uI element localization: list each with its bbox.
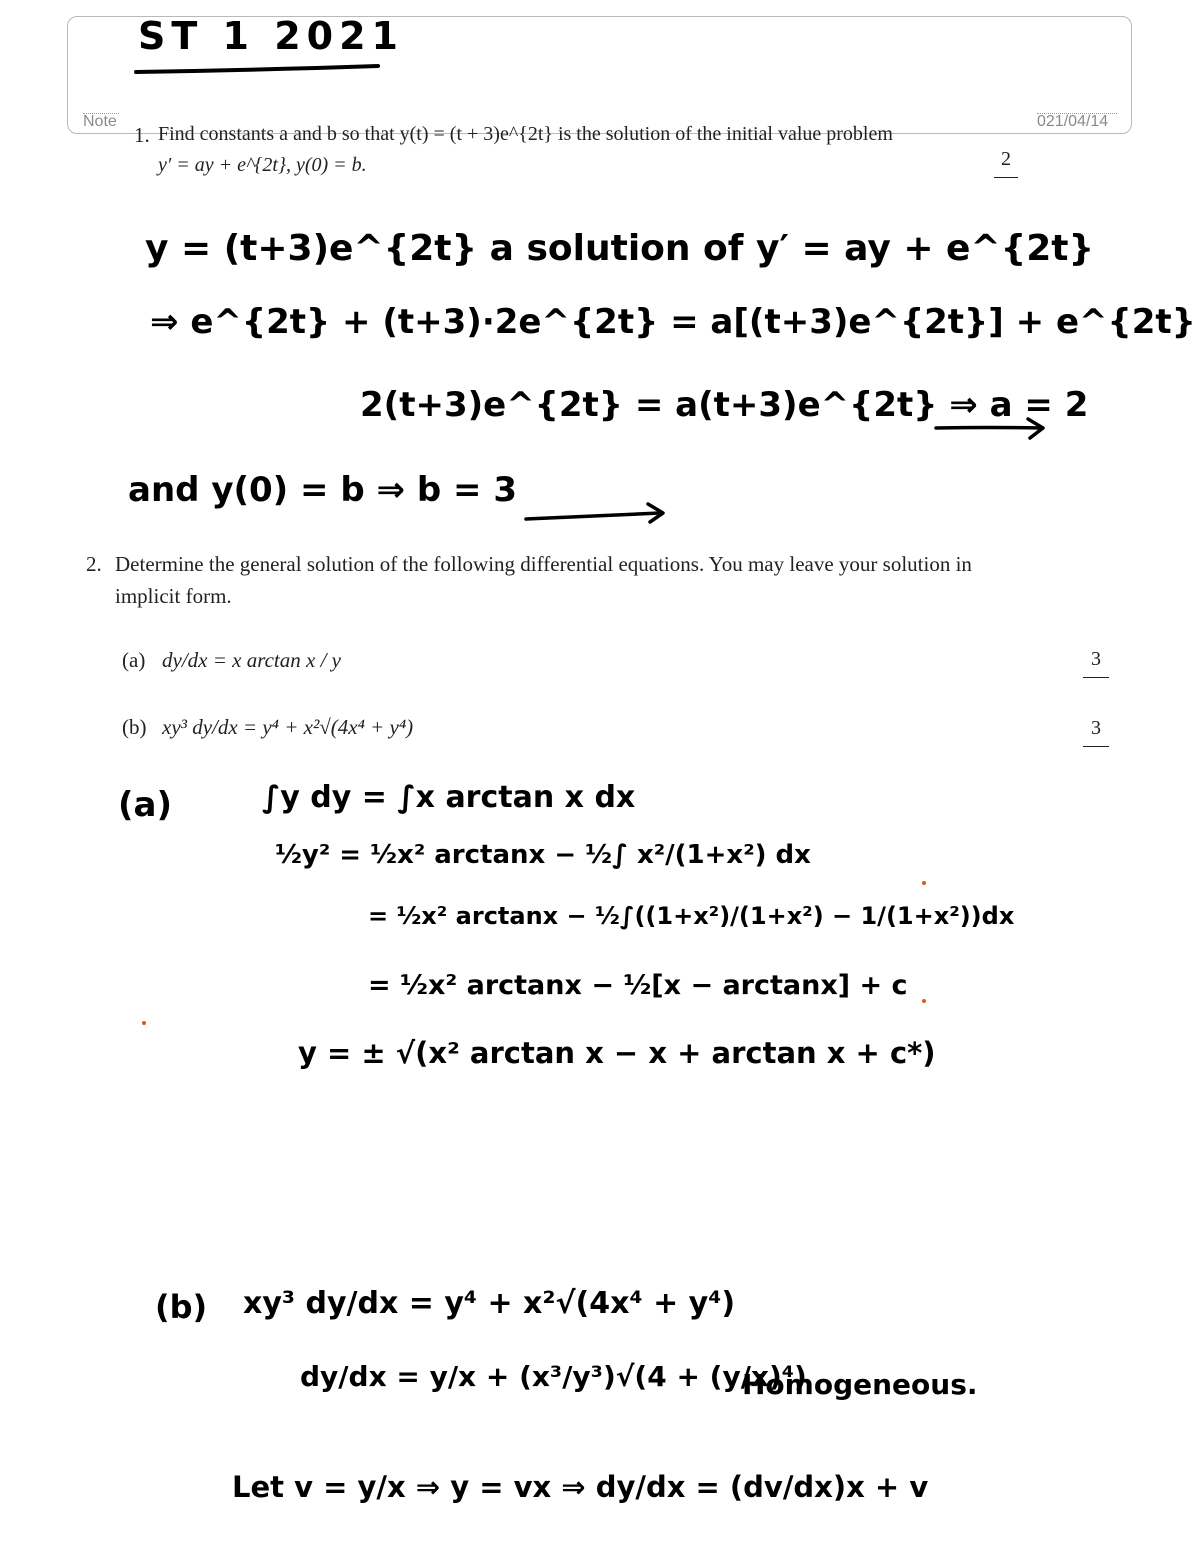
q1-work-line1: y = (t+3)e^{2t} a solution of y′ = ay + e^{2t} — [145, 228, 1095, 269]
q2a-work-line4: = ½x² arctanx − ½[x − arctanx] + c — [368, 970, 908, 1001]
q2-part-a-equation: dy/dx = x arctan x / y — [162, 648, 341, 672]
q2-part-b-equation: xy³ dy/dx = y⁴ + x²√(4x⁴ + y⁴) — [162, 715, 414, 739]
q1-text-line1: Find constants a and b so that y(t) = (t + 3)e^{2t} is the solution of the initial value problem — [158, 123, 893, 145]
q2a-work-line5: y = ± √(x² arctan x − x + arctan x + c*) — [298, 1036, 936, 1070]
q2-text-line1: Determine the general solution of the following differential equations. You may leave your solution in — [115, 552, 972, 576]
q2-number: 2. — [86, 552, 102, 576]
note-date: 021/04/14 — [1037, 113, 1109, 130]
b-answer-arrow — [526, 513, 660, 519]
q2b-work-line1: xy³ dy/dx = y⁴ + x²√(4x⁴ + y⁴) — [243, 1286, 736, 1321]
q1-text-line2: y′ = ay + e^{2t}, y(0) = b. — [158, 154, 367, 176]
q2a-work-line3: = ½x² arctanx − ½∫((1+x²)/(1+x²) − 1/(1+x²))dx — [368, 902, 1015, 930]
q1-score-value: 2 — [1001, 148, 1011, 170]
q2b-work-line3: Let v = y/x ⇒ y = vx ⇒ dy/dx = (dv/dx)x + v — [232, 1470, 929, 1504]
title-underline — [136, 66, 378, 72]
a-answer-arrow — [936, 428, 1040, 429]
q2a-work-line2: ½y² = ½x² arctanx − ½∫ x²/(1+x²) dx — [275, 840, 811, 870]
q1-number: 1. — [134, 123, 150, 147]
q2-part-b-label: (b) — [122, 715, 147, 739]
q2a-work-label: (a) — [118, 785, 173, 825]
q2-text-line2: implicit form. — [115, 584, 232, 608]
q2a-work-line1: ∫y dy = ∫x arctan x dx — [262, 780, 636, 815]
q2b-score-value: 3 — [1091, 717, 1101, 739]
q2b-work-note: Homogeneous. — [742, 1368, 978, 1401]
q1-work-line4: and y(0) = b ⇒ b = 3 — [128, 470, 518, 510]
q2b-work-label: (b) — [155, 1288, 208, 1326]
q1-work-line2: ⇒ e^{2t} + (t+3)·2e^{2t} = a[(t+3)e^{2t}] + e^{2t} — [150, 302, 1196, 342]
note-title: ST 1 2021 — [138, 14, 404, 58]
q1-work-line3: 2(t+3)e^{2t} = a(t+3)e^{2t} ⇒ a = 2 — [360, 385, 1089, 425]
q2a-score-value: 3 — [1091, 648, 1101, 670]
q2-part-a-label: (a) — [122, 648, 146, 672]
q2b-work-line2: dy/dx = y/x + (x³/y³)√(4 + (y/x)⁴) — [300, 1360, 807, 1393]
note-label: Note — [83, 113, 117, 130]
